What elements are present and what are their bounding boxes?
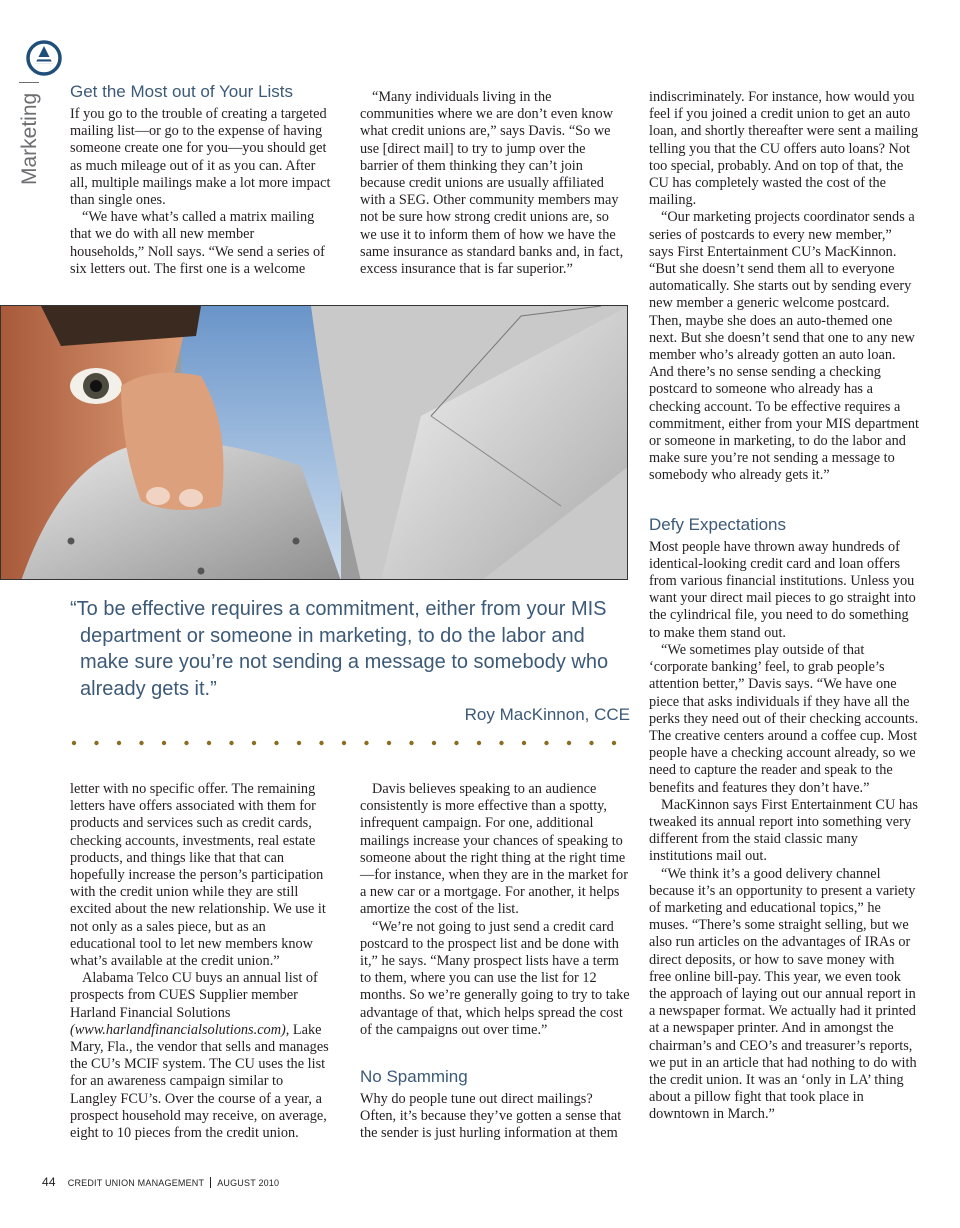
paragraph-text: , Lake Mary, Fla., the vendor that sells and manages the CU’s MCIF system. The CU uses the list for an awareness campaign similar to Langley FCU’s. Over the course of a year, a prospect household may receive, on average, eight to 10 pieces from the credit union. — [70, 1021, 329, 1142]
paragraph: “We’re not going to just send a credit card postcard to the prospect list and be done with it,” he says. “Many prospect lists have a term to them, where you can use the list for 12 months. So we’re generally going to try to take advantage of that, which helps spread the cost of the campaigns out over time.” — [360, 918, 630, 1038]
divider-dot — [207, 741, 211, 745]
divider-dot — [342, 741, 346, 745]
paragraph-text: Alabama Telco CU buys an annual list of prospects from CUES Supplier member Harland Financial Solutions — [70, 970, 318, 1021]
divider-dot — [162, 741, 166, 745]
paragraph: “We think it’s a good delivery channel because it’s an opportunity to present a variety of marketing and educational topics,” he muses. “There’s some straight selling, but we also run articles on the advantages of IRAs or direct deposits, or how to save money with free online bill-pay. This year, we even took the approach of laying out our annual report in a newspaper format. We actually had it printed at a newspaper printer. And in amongst the chairman’s and CEO’s and treasurer’s reports, we put in an article that had nothing to do with the credit union. It was an ‘only in LA’ thing about a pillow fight that took place in downtown in March.” — [649, 865, 917, 1123]
divider-dot — [364, 741, 368, 745]
pull-quote-text: “To be effective requires a commitment, either from your MIS department or someone in marketing, to do the labor and make sure you’re not sending a message to somebody who already gets it.” — [70, 598, 609, 700]
divider-dot — [522, 741, 526, 745]
column-1-bottom — [70, 781, 332, 1142]
paragraph: letter with no specific offer. The remaining letters have offers associated with them for products and services such as credit cards, checking accounts, investments, real estate products, and things like that that can hopefully increase the person’s participation with the credit union while they are still excited about the new relationship. We use it not only as a sales piece, but as an educational tool to let new members know what’s available at the credit union.” — [70, 781, 326, 970]
url-link[interactable]: (www.harlandfinancialsolutions.com) — [70, 1021, 286, 1038]
divider-dot — [409, 741, 413, 745]
divider-dot — [94, 741, 98, 745]
section-label — [18, 92, 42, 185]
divider-dot — [387, 741, 391, 745]
divider-dot — [319, 741, 323, 745]
section-label-text: Marketing — [18, 92, 41, 185]
paragraph: “We have what’s called a matrix mailing that we do with all new member households,” Noll says. “We send a series of six letters out. The first one is a welcome — [70, 209, 325, 277]
page-footer — [42, 1175, 279, 1189]
cues-logo-icon — [26, 40, 62, 76]
issue-date: AUGUST 2010 — [217, 1178, 280, 1188]
column-2-bottom — [360, 781, 630, 1143]
pull-quote-attribution: Roy MacKinnon, CCE — [464, 705, 630, 724]
paragraph: Most people have thrown away hundreds of identical-looking credit card and loan offers from various financial institutions. Unless you want your direct mail pieces to go straight into the cylindrical file, you need to do something to make them stand out. — [649, 538, 916, 641]
divider-dot — [612, 741, 616, 745]
mailbox-photo — [0, 305, 628, 580]
divider-dot — [72, 741, 76, 745]
divider-dot — [499, 741, 503, 745]
pull-quote — [70, 596, 630, 702]
divider-dot — [567, 741, 571, 745]
divider-dot — [117, 741, 121, 745]
divider-dot — [252, 741, 256, 745]
paragraph: “We sometimes play outside of that ‘corporate banking’ feel, to grab people’s attention better,” Davis says. “We have one piece that asks individuals if they have all the perks they need out of their checking accounts. The creative centers around a coffee cup. Most people have a checking account already, so we need to capture the reader and speak to the benefits and features they don’t have.” — [649, 641, 919, 796]
divider-dot — [454, 741, 458, 745]
publication-name: CREDIT UNION MANAGEMENT — [67, 1178, 205, 1188]
heading-get-the-most: Get the Most out of Your Lists — [70, 82, 294, 101]
column-3 — [649, 89, 919, 1124]
paragraph: “Many individuals living in the communities where we are don’t even know what credit unions are,” says Davis. “So we use [direct mail] to try to jump over the barrier of them thinking they can’t join because credit unions are usually affiliated with a SEG. Other community members may not be sure how strong credit unions are, so we use it to inform them of how we have the same insurance as standard banks and, in fact, excess insurance that is far superior.” — [360, 89, 624, 278]
heading-no-spamming: No Spamming — [360, 1067, 468, 1087]
dotted-divider — [70, 740, 630, 746]
column-2-top — [360, 89, 624, 278]
paragraph: “Our marketing projects coordinator sends a series of postcards to every new member,” says First Entertainment CU’s MacKinnon. “But she doesn’t send them all to everyone automatically. She starts out by sending every new member a generic welcome postcard. Then, maybe she does an auto-themed one next. But she doesn’t send that one to any new member who’s already gotten an auto loan. And there’s no sense sending a checking postcard to someone who already has a checking account. To be effective requires a commitment, either from your MIS department or someone in marketing, to do the labor and make sure you’re not sending a message to somebody who already gets it.” — [649, 209, 919, 484]
footer-divider — [210, 1177, 211, 1188]
paragraph: Davis believes speaking to an audience consistently is more effective than a spotty, infrequent campaign. For one, additional mailings increase your chances of speaking to someone about the right thing at the right time—for instance, when they are in the market for a new car or a mortgage. For another, it helps amortize the cost of the list. — [360, 781, 628, 918]
page-number: 44 — [42, 1175, 56, 1189]
paragraph — [70, 970, 332, 1142]
column-1-top — [70, 82, 332, 278]
paragraph: MacKinnon says First Entertainment CU has tweaked its annual report into something very different from the staid classic many institutions mail out. — [649, 796, 918, 865]
paragraph: If you go to the trouble of creating a targeted mailing list—or go to the expense of having someone create one for you—you should get as much mileage out of it as you can. After all, multiple mailings make a lot more impact than single ones. — [70, 106, 331, 209]
divider-dot — [432, 741, 436, 745]
paragraph: Why do people tune out direct mailings? Often, it’s because they’ve gotten a sense that the sender is just hurling information at them — [360, 1091, 622, 1142]
paragraph: indiscriminately. For instance, how would you feel if you joined a credit union to get an auto loan, and shortly thereafter were sent a mailing telling you that the CU offers auto loans? Not too special, probably. And on top of that, the CU has completely wasted the cost of the mailing. — [649, 89, 919, 209]
divider-dot — [544, 741, 548, 745]
divider-dot — [589, 741, 593, 745]
divider-dot — [184, 741, 188, 745]
divider-dot — [477, 741, 481, 745]
divider-dot — [139, 741, 143, 745]
divider-dot — [229, 741, 233, 745]
divider-dot — [297, 741, 301, 745]
divider-dot — [274, 741, 278, 745]
mailbox-illustration — [1, 306, 628, 580]
heading-defy-expectations: Defy Expectations — [649, 514, 787, 534]
section-label-divider — [19, 82, 39, 83]
